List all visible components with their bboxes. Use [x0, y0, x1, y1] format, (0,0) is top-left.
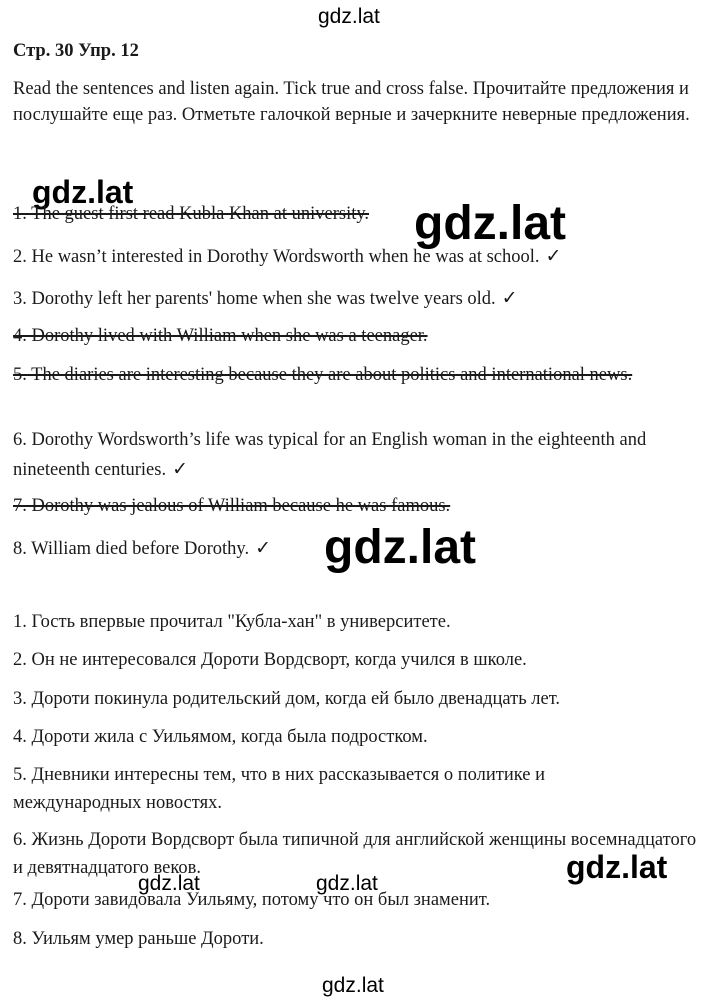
check-mark-icon: ✓ [255, 537, 272, 559]
check-mark-icon: ✓ [172, 458, 188, 480]
watermark-small-1: gdz.lat [138, 872, 200, 895]
english-sentence-7 [13, 494, 450, 520]
sentence-text: 8. William died before Dorothy. [13, 539, 250, 559]
watermark-right: gdz.lat [566, 849, 668, 885]
russian-sentence-7: 7. Дороти завидовала Уильяму, потому что он был знаменит. [13, 890, 491, 910]
watermark-top: gdz.lat [318, 5, 380, 28]
english-sentence-4 [13, 324, 428, 350]
english-sentence-1 [13, 202, 369, 228]
russian-sentence-2: 2. Он не интересовался Дороти Вордсворт, когда учился в школе. [13, 650, 527, 670]
sentence-text: 2. He wasn’t interested in Dorothy Wordsworth when he was at school. [13, 247, 540, 267]
russian-sentence-1: 1. Гость впервые прочитал "Кубла-хан" в университете. [13, 612, 451, 632]
russian-sentence-5: 5. Дневники интересны тем, что в них рассказывается о политике и международных новостях. [13, 765, 546, 813]
english-sentence-6 [13, 426, 713, 485]
instruction-text: Read the sentences and listen again. Tick true and cross false. Прочитайте предложения и послушайте еще раз. Отметьте галочкой верные и зачеркните неверные предложения. [13, 79, 690, 125]
page-title: Стр. 30 Упр. 12 [13, 41, 139, 61]
sentence-text: 7. Dorothy was jealous of William because he was famous. [13, 496, 451, 516]
english-sentence-3 [13, 285, 518, 313]
russian-sentence-4: 4. Дороти жила с Уильямом, когда была подростком. [13, 727, 428, 747]
english-sentence-2 [13, 243, 561, 271]
sentence-text: 6. Dorothy Wordsworth’s life was typical for an English woman in the eighteenth and nineteenth centuries. [13, 430, 647, 480]
sentence-text: 4. Dorothy lived with William when she was a teenager. [13, 326, 428, 346]
sentence-text: 5. The diaries are interesting because they are about politics and international news. [13, 365, 633, 385]
sentence-text: 1. The guest first read Kubla Khan at university. [13, 204, 370, 224]
check-mark-icon: ✓ [545, 245, 562, 267]
english-sentence-5 [13, 362, 673, 388]
english-sentence-8 [13, 535, 271, 563]
russian-sentence-3: 3. Дороти покинула родительский дом, когда ей было двенадцать лет. [13, 689, 561, 709]
russian-sentence-6: 6. Жизнь Дороти Вордсворт была типичной для английской женщины восемнадцатого и девятнадцатого веков. [13, 830, 697, 878]
russian-sentence-8: 8. Уильям умер раньше Дороти. [13, 929, 264, 949]
watermark-large-1: gdz.lat [414, 197, 566, 250]
watermark-large-2: gdz.lat [324, 521, 476, 574]
sentence-text: 3. Dorothy left her parents' home when she was twelve years old. [13, 289, 496, 309]
watermark-bottom: gdz.lat [322, 974, 384, 997]
watermark-small-2: gdz.lat [316, 872, 378, 895]
watermark-left: gdz.lat [32, 174, 134, 210]
check-mark-icon: ✓ [501, 287, 518, 309]
